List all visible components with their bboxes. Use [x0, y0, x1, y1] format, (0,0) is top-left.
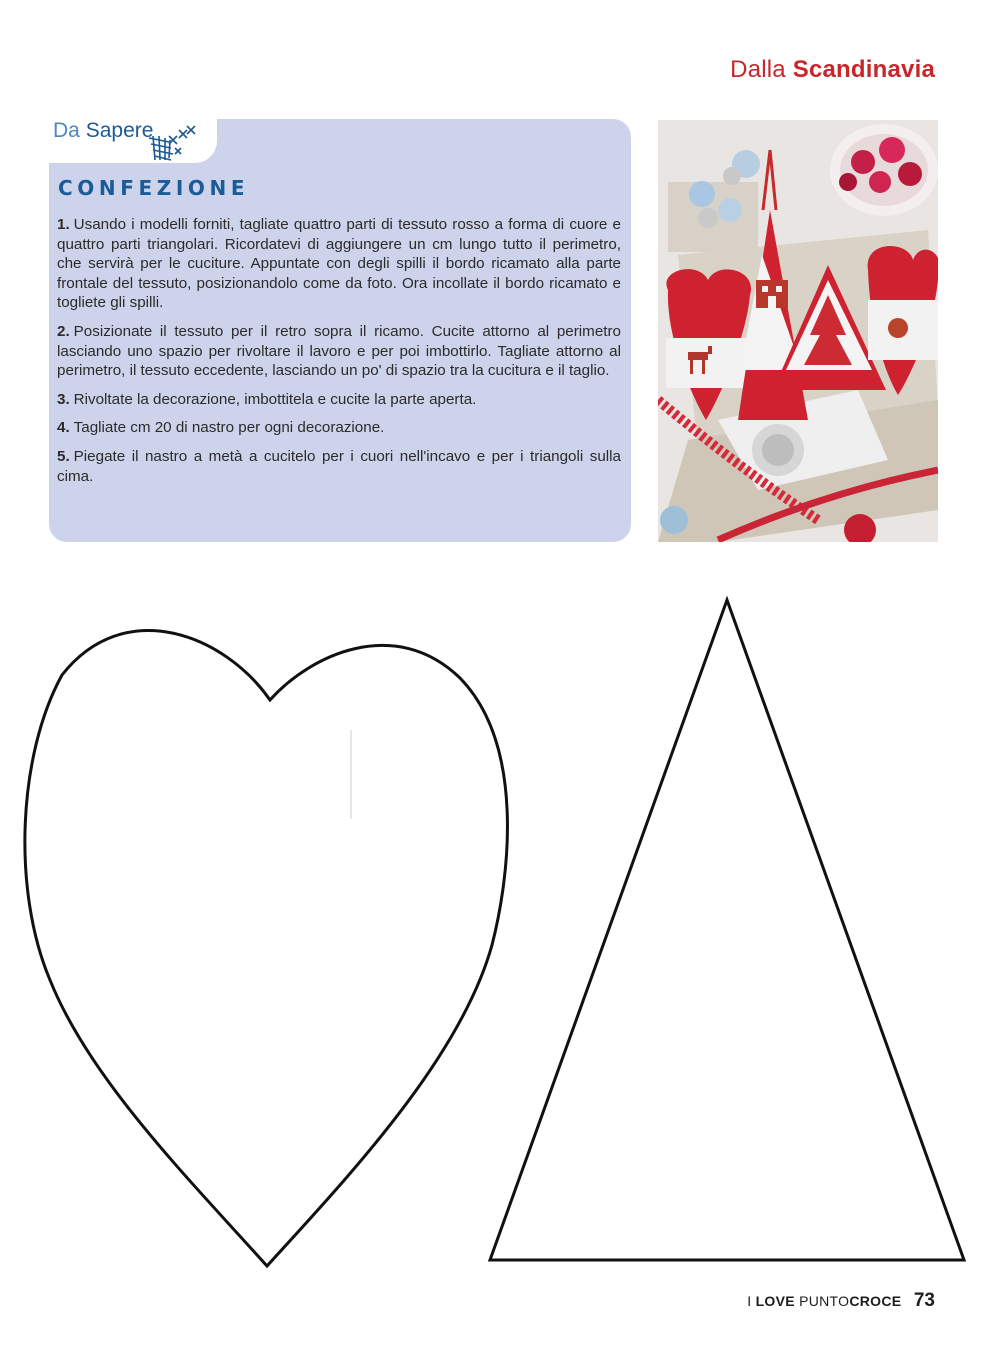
step-number: 4.: [57, 419, 70, 437]
step-text: Usando i modelli forniti, tagliate quattro parti di tessuto rosso a forma di cuore e quattro parti triangolari. Ricordatevi di aggiungere un cm lungo tutto il perimetro, che servirà per le cuciture. Appuntate con degli spilli il bordo ricamato alla parte frontale del tessuto, posizionandolo come da foto. Ora incollate il bordo ricamato e togliete gli spilli.: [57, 216, 621, 312]
info-box-tab: [49, 119, 217, 163]
step-item: [57, 215, 621, 313]
brand-love: LOVE: [755, 1293, 795, 1309]
step-text: Posizionate il tessuto per il retro sopra il ricamo. Cucite attorno al perimetro lasciando uno spazio per rivoltare il lavoro e per poi imbottirlo. Tagliate attorno al perimetro, il tessuto eccedente, lasciando un po' di spazio tra la cucitura e il taglio.: [57, 322, 621, 380]
info-box: [49, 119, 631, 542]
triangle-template: [490, 600, 964, 1260]
step-text: Tagliate cm 20 di nastro per ogni decorazione.: [73, 419, 385, 437]
ornaments-photo: [658, 120, 938, 542]
step-item: [57, 447, 621, 486]
brand-pre: I: [747, 1293, 756, 1309]
brand-croce: CROCE: [849, 1293, 902, 1309]
info-box-tab-label: [53, 119, 153, 143]
step-number: 5.: [57, 447, 70, 465]
step-text: Rivoltate la decorazione, imbottitela e cucite la parte aperta.: [73, 390, 477, 408]
section-title-prefix: Dalla: [730, 56, 786, 83]
step-item: [57, 418, 621, 438]
step-number: 3.: [57, 390, 70, 408]
tab-title: Sapere: [85, 119, 154, 142]
step-text: Piegate il nastro a metà a cucitelo per i cuori nell'incavo e per i triangoli sulla cima.: [57, 447, 621, 485]
brand-mid: PUNTO: [794, 1293, 850, 1309]
box-heading: CONFEZIONE: [58, 176, 250, 200]
step-item: [57, 322, 621, 381]
tab-prefix: Da: [53, 119, 80, 142]
heart-template: [25, 631, 508, 1266]
section-title: [730, 56, 935, 84]
step-item: [57, 390, 621, 410]
step-number: 1.: [57, 216, 70, 233]
step-number: 2.: [57, 322, 70, 340]
section-title-main: Scandinavia: [792, 56, 935, 83]
page-number: 73: [913, 1290, 935, 1311]
page-footer: [747, 1290, 935, 1312]
steps-list: [57, 215, 621, 495]
magazine-brand: [747, 1293, 901, 1309]
cross-stitch-icon: [145, 122, 201, 162]
cutting-templates: [0, 560, 997, 1280]
